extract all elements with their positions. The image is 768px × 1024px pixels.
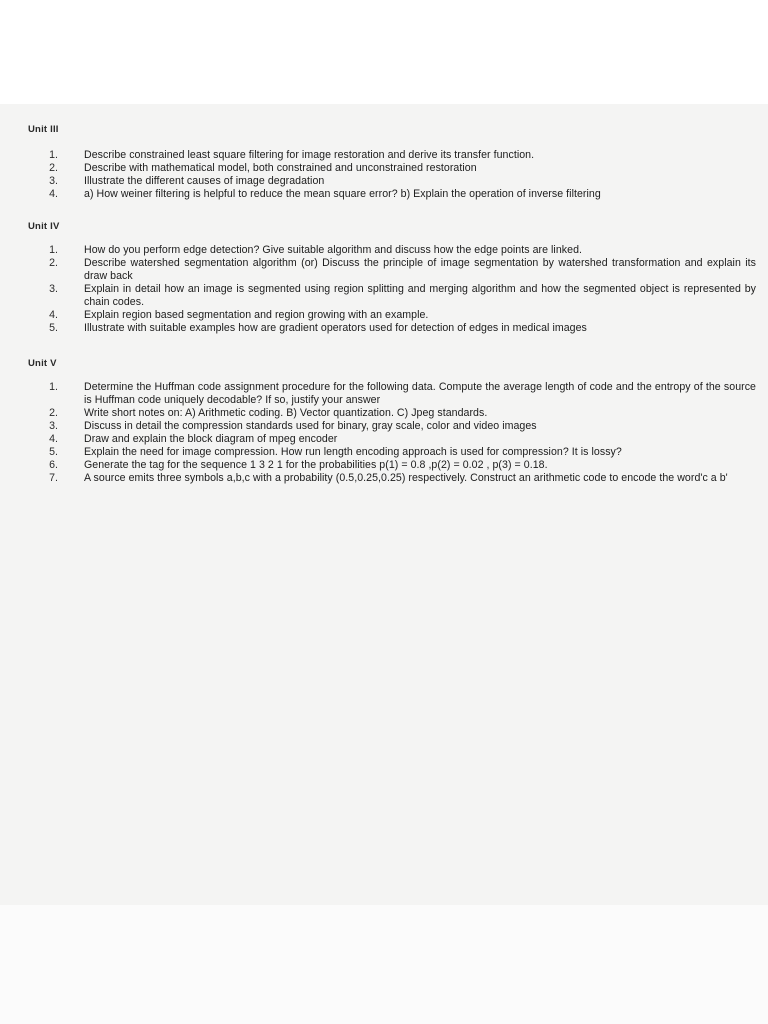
list-item <box>26 407 756 420</box>
list-item <box>26 309 756 322</box>
question-number: 4. <box>49 309 58 321</box>
list-item <box>26 257 756 283</box>
question-number: 1. <box>49 244 58 256</box>
list-item <box>26 381 756 407</box>
question-number: 6. <box>49 459 58 471</box>
question-text: Generate the tag for the sequence 1 3 2 1 for the probabilities p(1) = 0.8 ,p(2) = 0.02 , p(3) = 0.18. <box>84 459 548 471</box>
unit-v-heading: Unit V <box>28 358 57 369</box>
question-number: 2. <box>49 162 58 174</box>
question-text: a) How weiner filtering is helpful to reduce the mean square error? b) Explain the operation of inverse filtering <box>84 188 601 200</box>
unit-iv-section <box>26 221 756 335</box>
unit-v-section <box>26 358 756 485</box>
question-number: 7. <box>49 472 58 484</box>
question-text: Explain the need for image compression. How run length encoding approach is used for compression? It is lossy? <box>84 446 622 458</box>
unit-iii-question-list <box>26 149 756 201</box>
question-text: Describe constrained least square filtering for image restoration and derive its transfer function. <box>84 149 535 161</box>
question-number: 1. <box>49 149 58 161</box>
question-text: Illustrate with suitable examples how are gradient operators used for detection of edges in medical images <box>84 322 587 334</box>
question-text: Determine the Huffman code assignment procedure for the following data. Compute the average length of code and the entropy of the source is Huffman code uniquely decodable? If so, justify your answer <box>84 381 756 406</box>
question-bank <box>26 124 756 485</box>
question-text: A source emits three symbols a,b,c with a probability (0.5,0.25,0.25) respectively. Construct an arithmetic code to encode the word'c a b' <box>84 472 728 484</box>
unit-iii-heading: Unit III <box>28 124 59 135</box>
question-number: 5. <box>49 322 58 334</box>
list-item <box>26 244 756 257</box>
question-text: How do you perform edge detection? Give suitable algorithm and discuss how the edge points are linked. <box>84 244 582 256</box>
question-text: Describe with mathematical model, both constrained and unconstrained restoration <box>84 162 477 174</box>
list-item <box>26 472 756 485</box>
question-number: 2. <box>49 407 58 419</box>
unit-iii-section <box>26 124 756 201</box>
question-text: Write short notes on: A) Arithmetic coding. B) Vector quantization. C) Jpeg standards. <box>84 407 488 419</box>
question-text: Discuss in detail the compression standards used for binary, gray scale, color and video images <box>84 420 537 432</box>
list-item <box>26 188 756 201</box>
list-item <box>26 175 756 188</box>
list-item <box>26 420 756 433</box>
list-item <box>26 433 756 446</box>
list-item <box>26 162 756 175</box>
question-text: Explain region based segmentation and region growing with an example. <box>84 309 429 321</box>
list-item <box>26 283 756 309</box>
list-item <box>26 459 756 472</box>
list-item <box>26 149 756 162</box>
question-text: Illustrate the different causes of image degradation <box>84 175 325 187</box>
question-number: 1. <box>49 381 58 393</box>
question-text: Draw and explain the block diagram of mpeg encoder <box>84 433 338 445</box>
question-number: 4. <box>49 433 58 445</box>
unit-iv-question-list <box>26 244 756 335</box>
question-text: Describe watershed segmentation algorithm (or) Discuss the principle of image segmentation by watershed transformation and explain its draw back <box>84 257 756 282</box>
question-number: 2. <box>49 257 58 269</box>
list-item <box>26 322 756 335</box>
question-text: Explain in detail how an image is segmented using region splitting and merging algorithm and how the segmented object is represented by chain codes. <box>84 283 756 308</box>
question-number: 3. <box>49 283 58 295</box>
list-item <box>26 446 756 459</box>
unit-v-question-list <box>26 381 756 485</box>
bottom-margin <box>0 905 768 1024</box>
question-number: 5. <box>49 446 58 458</box>
question-number: 3. <box>49 420 58 432</box>
question-number: 3. <box>49 175 58 187</box>
top-margin <box>0 0 768 104</box>
unit-iv-heading: Unit IV <box>28 221 60 232</box>
question-number: 4. <box>49 188 58 200</box>
